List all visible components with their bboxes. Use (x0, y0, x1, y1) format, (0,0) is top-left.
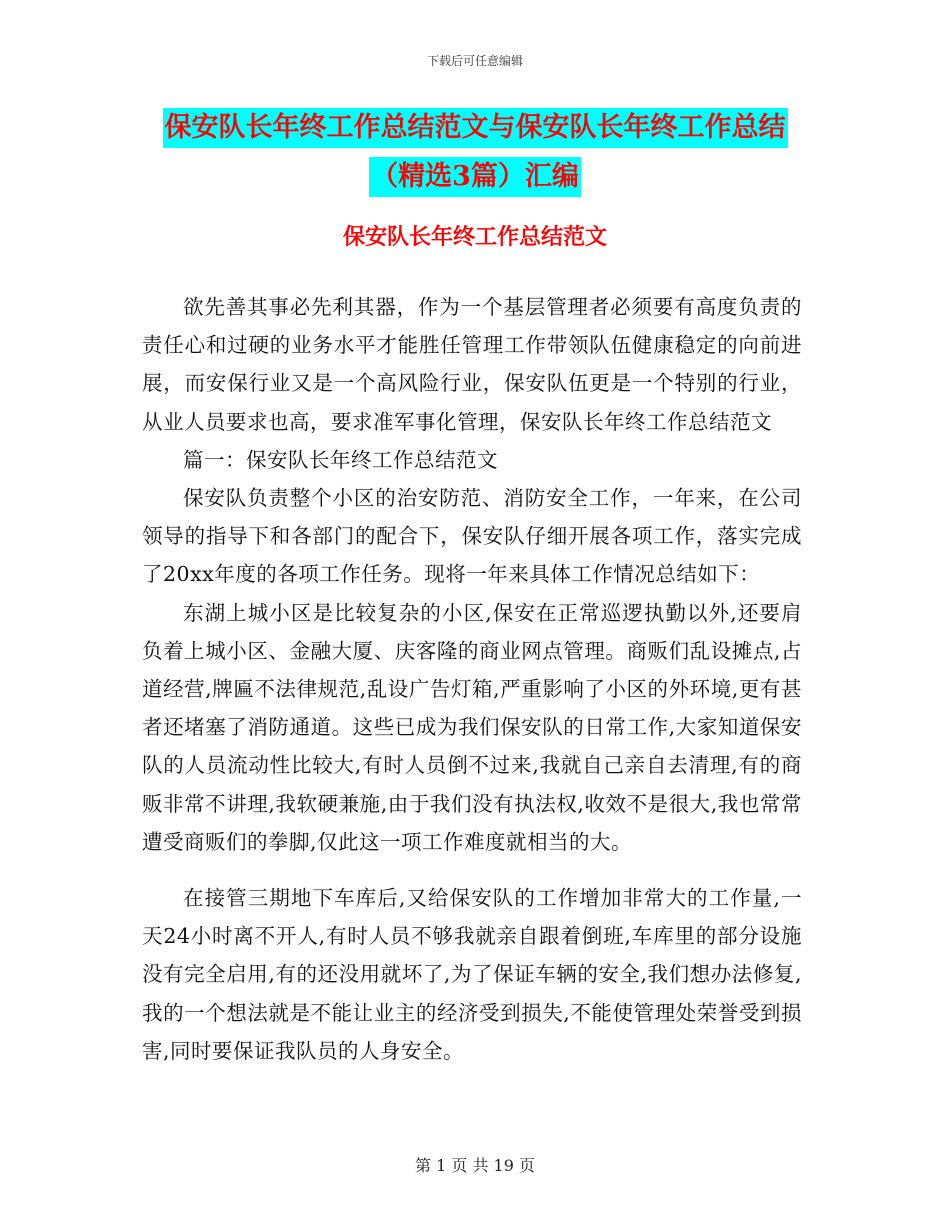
page-header: 下载后可任意编辑 (426, 54, 523, 68)
body-content (142, 288, 802, 1070)
paragraph-garage: 在接管三期地下车库后,又给保安队的工作增加非常大的工作量,一天24小时离不开人,有时人员不够我就亲自跟着倒班,车库里的部分设施没有完全启用,有的还没用就坏了,为了保证车辆的安全,我们想办法修复,我的一个想法就是不能让业主的经济受到损失,不能使管理处荣誉受到损害,同时要保证我队员的人身安全。 (142, 886, 802, 1063)
section-title: 保安队长年终工作总结范文 (342, 224, 607, 250)
page-footer: 第 1 页 共 19 页 (415, 1156, 535, 1175)
title-line-2: （精选3篇）汇编 (369, 157, 581, 197)
paragraph-overview: 保安队负责整个小区的治安防范、消防安全工作，一年来，在公司领导的指导下和各部门的配合下，保安队仔细开展各项工作，落实完成了20xx年度的各项工作任务。现将一年来具体工作情况总结如下： (142, 486, 802, 587)
document-title (0, 108, 950, 197)
paragraph-subheading: 篇一：保安队长年终工作总结范文 (183, 447, 498, 472)
paragraph-intro: 欲先善其事必先利其器，作为一个基层管理者必须要有高度负责的责任心和过硬的业务水平才能胜任管理工作带领队伍健康稳定的向前进展，而安保行业又是一个高风险行业，保安队伍更是一个特别的行业，从业人员要求也高，要求准军事化管理，保安队长年终工作总结范文 (142, 295, 802, 434)
title-line-1: 保安队长年终工作总结范文与保安队长年终工作总结 (163, 108, 788, 148)
paragraph-community: 东湖上城小区是比较复杂的小区,保安在正常巡逻执勤以外,还要肩负着上城小区、金融大厦、庆客隆的商业网点管理。商贩们乱设摊点,占道经营,牌匾不法律规范,乱设广告灯箱,严重影响了小区的外环境,更有甚者还堵塞了消防通道。这些已成为我们保安队的日常工作,大家知道保安队的人员流动性比较大,有时人员倒不过来,我就自己亲自去清理,有的商贩非常不讲理,我软硬兼施,由于我们没有执法权,收效不是很大,我也常常遭受商贩们的拳脚,仅此这一项工作难度就相当的大。 (142, 600, 802, 854)
